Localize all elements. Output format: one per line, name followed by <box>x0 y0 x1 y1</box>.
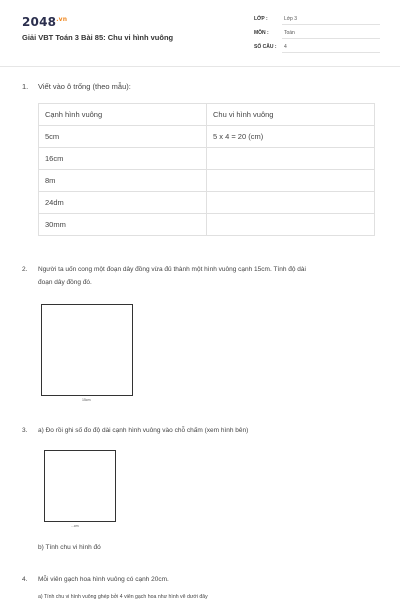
meta-class-value: Lớp 3 <box>284 16 298 22</box>
meta-subject-row <box>254 28 380 39</box>
table-cell: 16cm <box>39 148 207 170</box>
table-header-cell: Cạnh hình vuông <box>39 104 207 126</box>
question-4-number: 4. <box>22 576 28 583</box>
square-figure-15cm <box>41 304 133 396</box>
meta-count-underline <box>282 52 380 53</box>
meta-subject-underline <box>282 38 380 39</box>
table-cell <box>207 148 375 170</box>
question-2-line-1: Người ta uốn cong một đoạn dây đồng vừa đủ thành một hình vuông cạnh 15cm. Tính độ dài <box>38 266 306 273</box>
question-1-number: 1. <box>22 82 29 91</box>
table-cell: 30mm <box>39 214 207 236</box>
meta-count-label: SỐ CÂU : <box>254 44 277 50</box>
question-2-line-2: đoạn dây đồng đó. <box>38 279 92 286</box>
square-figure-measure <box>44 450 116 522</box>
question-3-part-b: b) Tính chu vi hình đó <box>38 544 101 551</box>
table-row <box>39 170 375 192</box>
table-cell <box>207 170 375 192</box>
square-measure-caption: ...cm <box>71 524 79 528</box>
meta-subject-label: MÔN : <box>254 30 269 36</box>
site-logo[interactable] <box>22 15 67 29</box>
meta-count-row <box>254 42 380 53</box>
question-4-text: Mỗi viên gạch hoa hình vuông có cạnh 20cm. <box>38 576 169 583</box>
question-2-number: 2. <box>22 266 28 273</box>
meta-count-value: 4 <box>284 44 287 50</box>
table-row <box>39 126 375 148</box>
table-row <box>39 192 375 214</box>
header-divider <box>0 66 400 67</box>
meta-class-label: LỚP : <box>254 16 268 22</box>
square-side-caption: 15cm <box>82 398 91 402</box>
table-header-cell: Chu vi hình vuông <box>207 104 375 126</box>
logo-suffix: .vn <box>56 16 68 23</box>
table-row <box>39 214 375 236</box>
meta-class-underline <box>282 24 380 25</box>
logo-main: 2048 <box>22 15 57 29</box>
table-cell <box>207 192 375 214</box>
table-cell: 5cm <box>39 126 207 148</box>
meta-class-row <box>254 14 380 25</box>
table-row <box>39 148 375 170</box>
table-header-row <box>39 104 375 126</box>
perimeter-table <box>38 103 375 236</box>
question-4-part-a: a) Tính chu vi hình vuông ghép bởi 4 viên gạch hoa như hình vẽ dưới đây <box>38 594 208 600</box>
question-3-part-a: a) Đo rồi ghi số đo độ dài cạnh hình vuông vào chỗ chấm (xem hình bên) <box>38 427 249 434</box>
table-cell: 5 x 4 = 20 (cm) <box>207 126 375 148</box>
page-title: Giải VBT Toán 3 Bài 85: Chu vi hình vuông <box>22 33 174 42</box>
table-cell: 24dm <box>39 192 207 214</box>
question-3-number: 3. <box>22 427 28 434</box>
document-header <box>0 0 400 70</box>
table-cell: 8m <box>39 170 207 192</box>
meta-subject-value: Toán <box>284 30 295 36</box>
table-cell <box>207 214 375 236</box>
question-1-text: Viết vào ô trống (theo mẫu): <box>38 82 131 91</box>
